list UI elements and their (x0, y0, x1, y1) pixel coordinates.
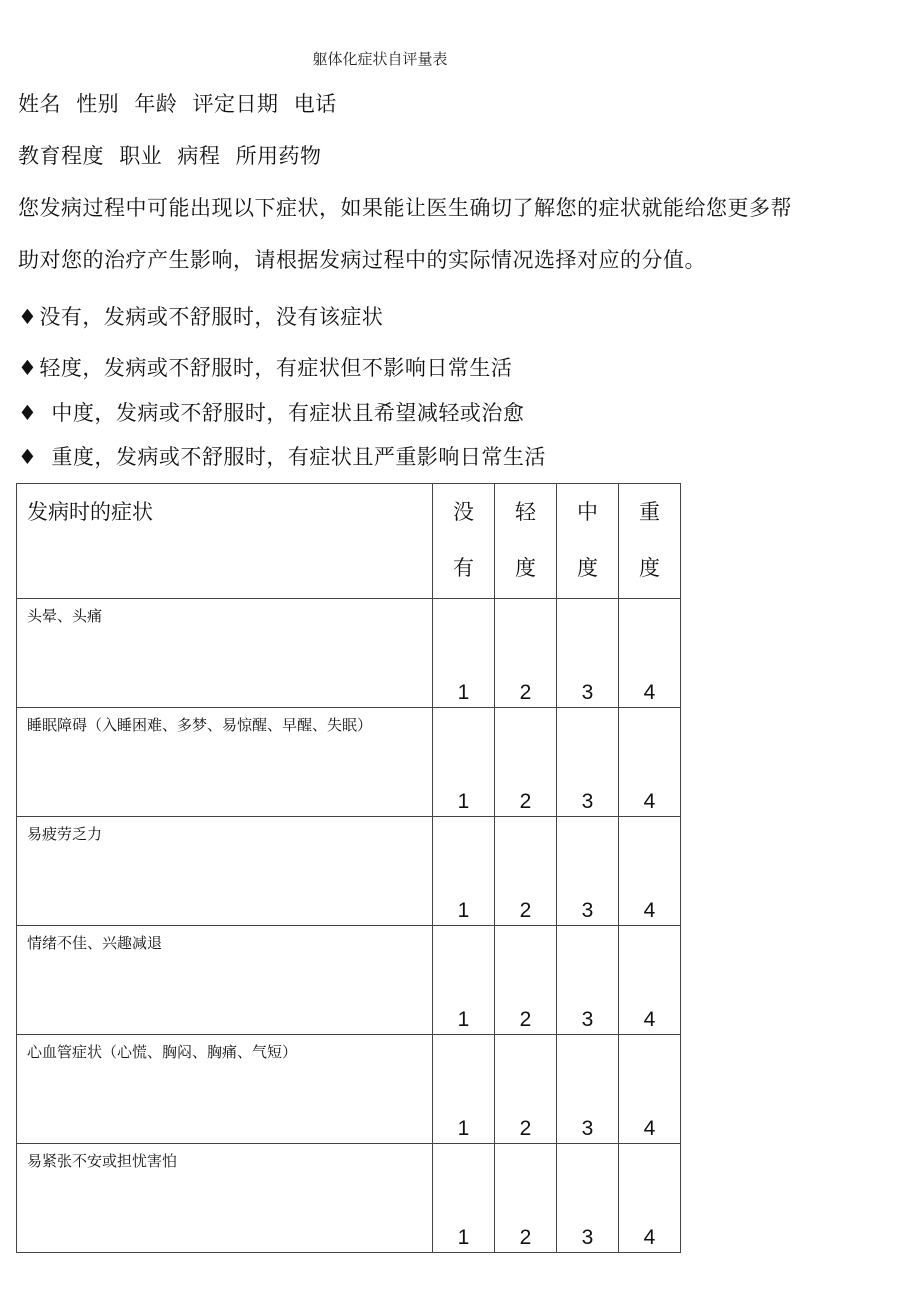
header-char: 中 (577, 500, 598, 524)
score-option-4[interactable]: 4 (619, 708, 681, 817)
document-title: 躯体化症状自评量表 (312, 50, 448, 68)
score-option-1[interactable]: 1 (433, 1035, 495, 1144)
patient-info-row-2 (18, 140, 330, 170)
symptom-label: 易疲劳乏力 (17, 817, 433, 926)
field-occupation-label: 职业 (119, 144, 163, 168)
score-option-2[interactable]: 2 (495, 817, 557, 926)
diamond-bullet-icon: ♦ (18, 401, 38, 425)
level-mild-text: 轻度，发病或不舒服时，有症状但不影响日常生活 (39, 356, 513, 380)
level-none-description (18, 301, 383, 331)
symptom-rating-table (16, 483, 681, 1253)
header-char: 度 (639, 556, 660, 580)
table-row (17, 599, 681, 708)
symptom-label: 睡眠障碍（入睡困难、多梦、易惊醒、早醒、失眠） (17, 708, 433, 817)
table-row (17, 708, 681, 817)
level-moderate-text: 中度，发病或不舒服时，有症状且希望减轻或治愈 (51, 401, 525, 425)
level-mild-description (18, 352, 512, 382)
level-severe-description (18, 441, 546, 471)
score-header-moderate (557, 484, 619, 599)
field-name-label: 姓名 (18, 92, 61, 116)
score-option-2[interactable]: 2 (495, 1144, 557, 1253)
symptom-label: 心血管症状（心慌、胸闷、胸痛、气短） (17, 1035, 433, 1144)
score-option-3[interactable]: 3 (557, 926, 619, 1035)
score-option-1[interactable]: 1 (433, 708, 495, 817)
header-char: 有 (453, 556, 474, 580)
score-header-none (433, 484, 495, 599)
diamond-bullet-icon: ♦ (18, 445, 38, 469)
field-gender-label: 性别 (76, 92, 120, 116)
header-char: 度 (577, 556, 598, 580)
table-row (17, 926, 681, 1035)
header-char: 轻 (515, 500, 536, 524)
table-row (17, 1144, 681, 1253)
score-option-3[interactable]: 3 (557, 708, 619, 817)
score-option-3[interactable]: 3 (557, 1144, 619, 1253)
field-age-label: 年龄 (134, 92, 178, 116)
score-option-3[interactable]: 3 (557, 599, 619, 708)
table-row (17, 817, 681, 926)
symptom-label: 易紧张不安或担忧害怕 (17, 1144, 433, 1253)
field-education-label: 教育程度 (18, 144, 104, 168)
level-moderate-description (18, 397, 524, 427)
diamond-bullet-icon: ♦ (18, 356, 38, 380)
table-row (17, 1035, 681, 1144)
score-option-1[interactable]: 1 (433, 1144, 495, 1253)
symptom-label: 头晕、头痛 (17, 599, 433, 708)
symptom-label: 情绪不佳、兴趣减退 (17, 926, 433, 1035)
score-option-4[interactable]: 4 (619, 926, 681, 1035)
level-none-text: 没有，发病或不舒服时，没有该症状 (39, 305, 384, 329)
field-course-label: 病程 (177, 144, 221, 168)
symptom-column-header: 发病时的症状 (17, 484, 433, 599)
score-option-3[interactable]: 3 (557, 1035, 619, 1144)
score-option-2[interactable]: 2 (495, 708, 557, 817)
header-char: 度 (515, 556, 536, 580)
score-header-mild (495, 484, 557, 599)
score-header-severe (619, 484, 681, 599)
score-option-4[interactable]: 4 (619, 599, 681, 708)
table-header-row (17, 484, 681, 599)
score-option-2[interactable]: 2 (495, 599, 557, 708)
score-option-2[interactable]: 2 (495, 1035, 557, 1144)
score-option-4[interactable]: 4 (619, 817, 681, 926)
score-option-4[interactable]: 4 (619, 1035, 681, 1144)
score-option-3[interactable]: 3 (557, 817, 619, 926)
score-option-1[interactable]: 1 (433, 599, 495, 708)
score-option-1[interactable]: 1 (433, 926, 495, 1035)
score-option-1[interactable]: 1 (433, 817, 495, 926)
field-phone-label: 电话 (293, 92, 337, 116)
diamond-bullet-icon: ♦ (18, 305, 38, 329)
instructions-line-2: 助对您的治疗产生影响，请根据发病过程中的实际情况选择对应的分值。 (18, 248, 706, 272)
header-char: 重 (639, 500, 660, 524)
score-option-2[interactable]: 2 (495, 926, 557, 1035)
score-option-4[interactable]: 4 (619, 1144, 681, 1253)
level-severe-text: 重度，发病或不舒服时，有症状且严重影响日常生活 (51, 445, 546, 469)
header-char: 没 (453, 500, 474, 524)
instructions-line-1: 您发病过程中可能出现以下症状，如果能让医生确切了解您的症状就能给您更多帮 (18, 196, 792, 220)
field-date-label: 评定日期 (192, 92, 279, 116)
patient-info-row-1 (18, 88, 345, 118)
field-medication-label: 所用药物 (235, 144, 322, 168)
